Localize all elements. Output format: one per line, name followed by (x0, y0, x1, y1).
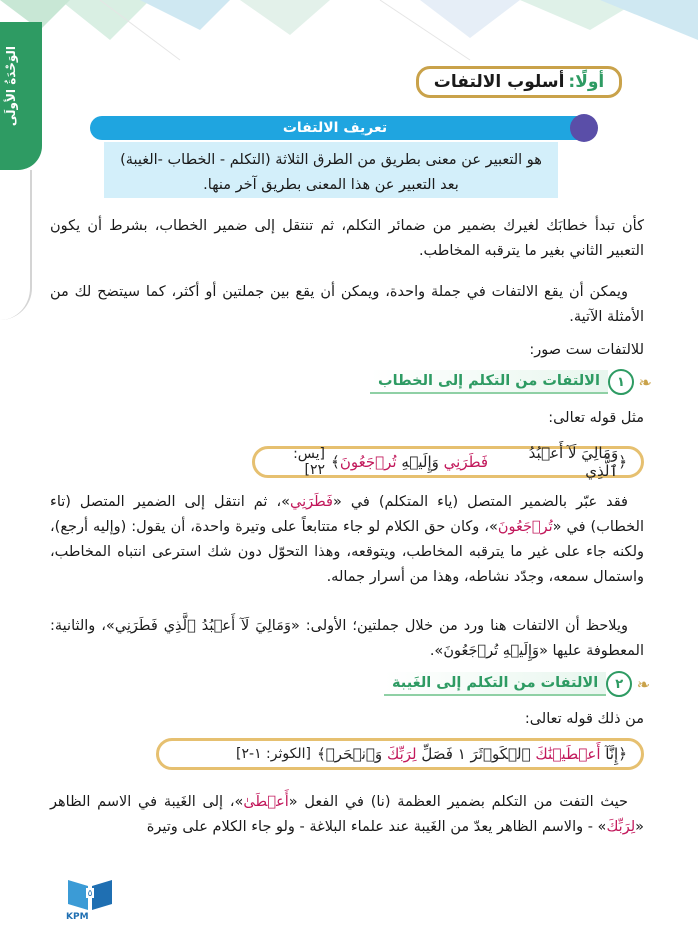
verse-text: ٱلۡكَوۡثَرَ ١ فَصَلِّ (421, 745, 531, 763)
definition-box (104, 142, 558, 198)
text-run: حيث التفت من التكلم بضمير العظمة (نا) في الفعل « (288, 794, 628, 810)
highlight-word: لِرَبِّكَ (606, 819, 636, 835)
quoted-verse: وَإِلَيۡهِ تُرۡجَعُونَ (443, 643, 540, 659)
verse-highlight-word: لِرَبِّكَ (386, 745, 417, 763)
wing-ornament-icon: ❧ (638, 373, 652, 392)
definition-title: تعريف الالتفات (282, 120, 388, 136)
subsection-2-heading (384, 671, 651, 697)
definition-line-1: هو التعبير عن معنى بطريق من الطرق الثلاثة (التكلم - الخطاب -الغيبة) (120, 152, 542, 168)
subsection-2-number: ٢ (606, 671, 632, 697)
definition-line-2: بعد التعبير عن هذا المعنى بطريق آخر منها. (203, 177, 459, 193)
side-decorative-curve (0, 170, 32, 320)
heading-title: أسلوب الالتفات (433, 72, 565, 92)
verse-text: وَمَالِيَ لَآ أَعۡبُدُ ٱلَّذِي (528, 444, 619, 480)
intro-paragraph-1: كأن تبدأ خطابَك لغيرك بضمير من ضمائر التكلم، ثم تنتقل إلى ضمير الخطاب، بشرط أن يكون التعبير الثاني بغير ما يترقبه المخاطب. (50, 218, 644, 259)
subsection-1-note (50, 614, 644, 664)
quoted-verse: وَمَالِيَ لَآ أَعۡبُدُ ٱلَّذِي فَطَرَنِي (114, 618, 291, 634)
verse-close-bracket: ﴾ (316, 745, 326, 763)
verse-reference: [الكوثر: ١-٢] (236, 746, 311, 762)
subsection-1-heading (370, 369, 650, 395)
text-run: »، وكان حق الكلام لو جاء متتابعاً على وتيرة واحدة، أن يقول: (وإليه أرجع)، ولكنه جاء على غير ما يترقبه المخاطب، ويتوقعه، وهذا التحوّل دون شك استرعى انتباه المخاطب، واستمال سمعه، وجدّد نشاطه، وهذا من أسرار جماله. (50, 519, 644, 585)
subsection-2-explanation (50, 790, 644, 840)
verse-text: وَٱنۡحَرۡ (325, 745, 383, 763)
subsection-1-explanation (50, 490, 644, 590)
page-number: ٥ (87, 889, 93, 899)
verse-reference: [يس: ٢٢] (293, 446, 326, 478)
publisher-name: KPM (66, 912, 89, 922)
text-run: »، ثم انتقل إلى الضمير المتصل (تاء الخطاب) في « (50, 494, 644, 535)
forms-intro: للالتفات ست صور: (529, 342, 644, 358)
subsection-1-label: الالتفات من التكلم إلى الخطاب (370, 370, 608, 394)
verse-text: إِنَّآ (605, 745, 619, 763)
section-heading (416, 66, 622, 98)
verse-close-bracket: ﴾ (331, 453, 340, 471)
text-run: »، والثانية: المعطوفة عليها « (50, 618, 644, 659)
text-run: فقد عبّر بالضمير المتصل (ياء المتكلم) في « (332, 494, 628, 510)
verse-highlight-word: فَطَرَنِي (443, 453, 489, 471)
verse-text: وَإِلَيۡهِ (401, 453, 439, 471)
unit-side-tab (0, 22, 42, 170)
text-run: ». (429, 643, 444, 659)
heading-prefix: أولًا: (568, 72, 605, 92)
subsection-1-number: ١ (608, 369, 634, 395)
verse-highlight-word: تُرۡجَعُونَ (339, 453, 397, 471)
subsection-1-example-intro: مثل قوله تعالى: (548, 410, 644, 426)
highlight-word: أَعۡطَىٰ (243, 794, 289, 810)
verse-box-1 (252, 446, 644, 478)
verse-box-2 (156, 738, 644, 770)
intro-paragraph-2: ويمكن أن يقع الالتفات في جملة واحدة، ويمكن أن يقع بين جملتين أو أكثر، كما سيتضح لك من الأمثلة الآتية. (50, 284, 644, 325)
highlight-word: تُرۡجَعُونَ (497, 519, 553, 535)
verse-open-bracket: ﴿ (618, 745, 627, 763)
subsection-2-label: الالتفات من التكلم إلى الغَيبة (384, 672, 606, 696)
highlight-word: فَطَرَنِي (290, 494, 333, 510)
verse-open-bracket: ﴿ (618, 453, 627, 471)
unit-label: الوَحْدَةُ الأولَى (4, 46, 18, 127)
verse-highlight-word: أَعۡطَيۡنَٰكَ (535, 745, 601, 763)
text-run: ويلاحظ أن الالتفات هنا ورد من خلال جملتين؛ الأولى: « (290, 618, 628, 634)
wing-ornament-icon: ❧ (636, 675, 651, 694)
subsection-2-example-intro: من ذلك قوله تعالى: (524, 711, 644, 727)
text-run: »، إلى الغَيبة في الاسم الظاهر « (50, 794, 644, 835)
text-run: » - والاسم الظاهر يعدّ من الغَيبة عند علماء البلاغة - ولو جاء الكلام على وتيرة (146, 819, 607, 835)
